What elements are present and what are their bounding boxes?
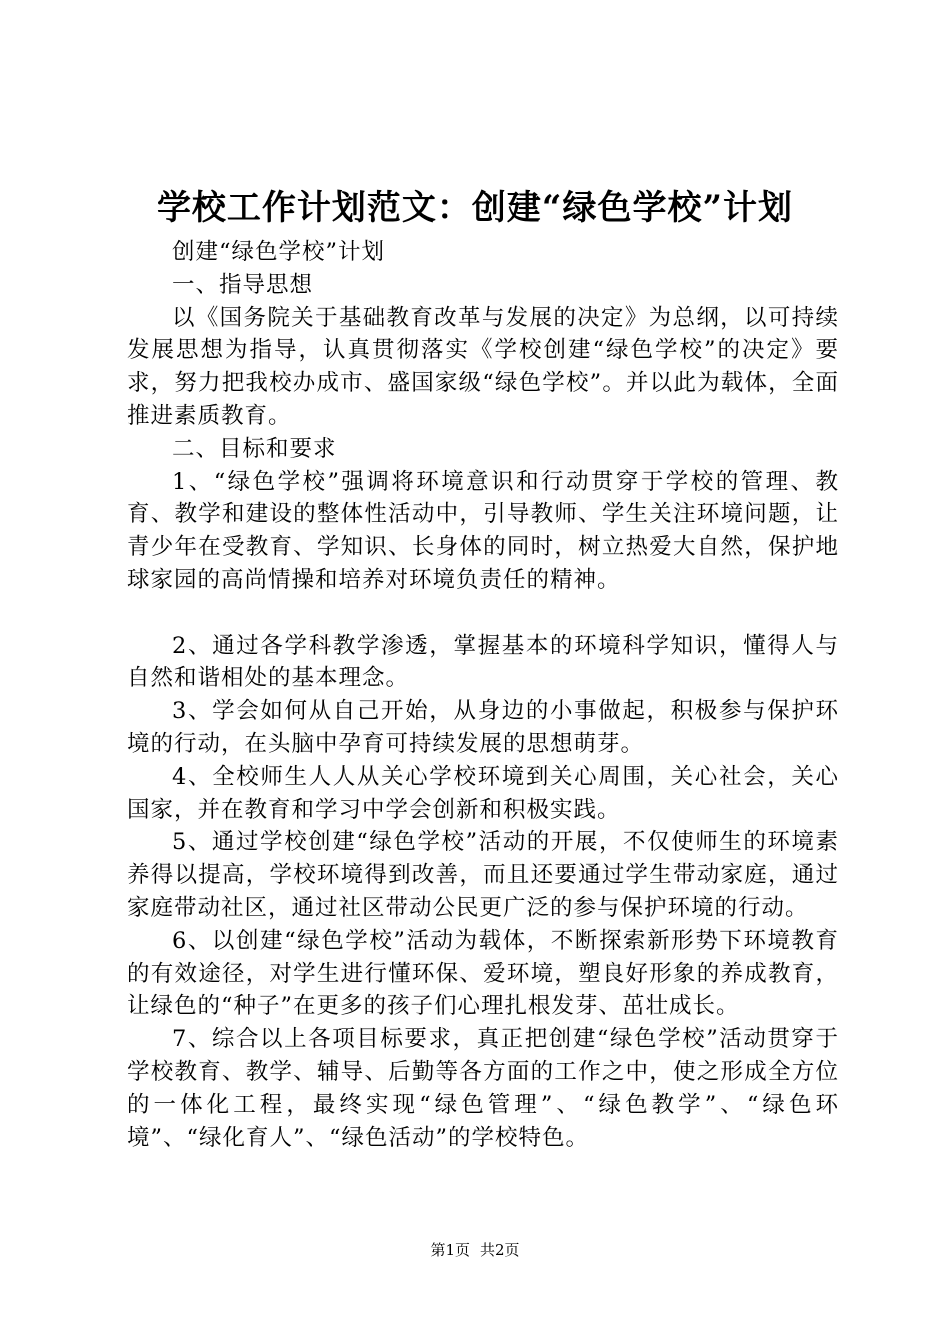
page-number-total: 共2页 <box>480 1241 520 1259</box>
document-body <box>127 236 839 1154</box>
section-heading-guiding-ideology: 一、指导思想 <box>172 271 314 298</box>
section-heading-goals: 二、目标和要求 <box>172 435 337 462</box>
document-title: 学校工作计划范文：创建“绿色学校”计划 <box>156 188 794 228</box>
goal-item-4: 4、全校师生人人从关心学校环境到关心周围，关心社会，关心国家，并在教育和学习中学会创新和积极实践。 <box>127 763 839 823</box>
page-number-current: 第1页 <box>430 1241 470 1259</box>
goal-item-5: 5、通过学校创建“绿色学校”活动的开展，不仅使师生的环境素养得以提高，学校环境得到改善，而且还要通过学生带动家庭，通过家庭带动社区，通过社区带动公民更广泛的参与保护环境的行动。 <box>127 829 839 921</box>
goal-item-1: 1、“绿色学校”强调将环境意识和行动贯穿于学校的管理、教育、教学和建设的整体性活动中，引导教师、学生关注环境问题，让青少年在受教育、学知识、长身体的同时，树立热爱大自然，保护地球家园的高尚情操和培养对环境负责任的精神。 <box>127 468 839 593</box>
goal-item-6: 6、以创建“绿色学校”活动为载体，不断探索新形势下环境教育的有效途径，对学生进行懂环保、爱环境，塑良好形象的养成教育，让绿色的“种子”在更多的孩子们心理扎根发芽、茁壮成长。 <box>127 927 839 1020</box>
goal-item-2: 2、通过各学科教学渗透，掌握基本的环境科学知识，懂得人与自然和谐相处的基本理念。 <box>127 632 839 692</box>
goal-item-3: 3、学会如何从自己开始，从身边的小事做起，积极参与保护环境的行动，在头脑中孕育可持续发展的思想萌芽。 <box>127 698 839 757</box>
paragraph-guiding-ideology: 以《国务院关于基础教育改革与发展的决定》为总纲，以可持续发展思想为指导，认真贯彻落实《学校创建“绿色学校”的决定》要求，努力把我校办成市、盛国家级“绿色学校”。并以此为载体，全面推进素质教育。 <box>127 304 839 429</box>
goal-item-7: 7、综合以上各项目标要求，真正把创建“绿色学校”活动贯穿于学校教育、教学、辅导、后勤等各方面的工作之中，使之形成全方位的一体化工程，最终实现“绿色管理”、“绿色教学”、“绿色环境”、“绿化育人”、“绿色活动”的学校特色。 <box>127 1026 839 1151</box>
plan-subtitle: 创建“绿色学校”计划 <box>172 239 386 265</box>
page-footer <box>0 1239 950 1261</box>
